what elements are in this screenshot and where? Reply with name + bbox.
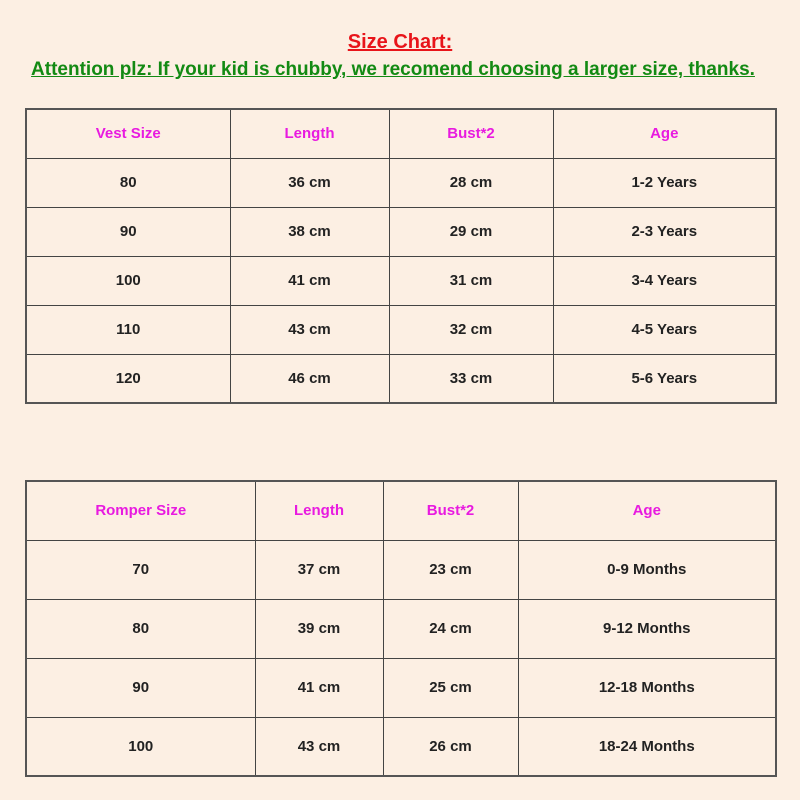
- romper-table-body: [26, 481, 776, 776]
- vest-table-row: [26, 256, 776, 305]
- romper-table-cell: 80: [26, 599, 255, 658]
- romper-table-cell: 39 cm: [255, 599, 383, 658]
- vest-table-cell: 5-6 Years: [553, 354, 776, 403]
- romper-table-cell: 43 cm: [255, 717, 383, 776]
- chubby-kid-notice: Attention plz: If your kid is chubby, we recomend choosing a larger size, thanks.: [31, 59, 755, 80]
- size-chart-title: Size Chart:: [347, 31, 453, 53]
- vest-table-cell: 46 cm: [230, 354, 389, 403]
- romper-table-cell: 24 cm: [383, 599, 518, 658]
- vest-table-row: [26, 305, 776, 354]
- vest-table-cell: 3-4 Years: [553, 256, 776, 305]
- vest-table-cell: 4-5 Years: [553, 305, 776, 354]
- vest-table-cell: 80: [26, 158, 230, 207]
- romper-table-cell: 41 cm: [255, 658, 383, 717]
- romper-table-cell: 18-24 Months: [518, 717, 776, 776]
- romper-header-row: [26, 481, 776, 540]
- vest-column-header: Length: [230, 109, 389, 158]
- vest-table-cell: 31 cm: [389, 256, 553, 305]
- romper-table-cell: 0-9 Months: [518, 540, 776, 599]
- vest-table-cell: 90: [26, 207, 230, 256]
- vest-table-cell: 28 cm: [389, 158, 553, 207]
- romper-table-row: [26, 717, 776, 776]
- vest-table-cell: 43 cm: [230, 305, 389, 354]
- vest-column-header: Age: [553, 109, 776, 158]
- vest-table-cell: 29 cm: [389, 207, 553, 256]
- vest-column-header: Bust*2: [389, 109, 553, 158]
- vest-table-body: [26, 109, 776, 403]
- vest-table-row: [26, 158, 776, 207]
- romper-table-cell: 23 cm: [383, 540, 518, 599]
- romper-table-cell: 9-12 Months: [518, 599, 776, 658]
- vest-table-cell: 100: [26, 256, 230, 305]
- romper-table-cell: 90: [26, 658, 255, 717]
- vest-table-cell: 120: [26, 354, 230, 403]
- romper-column-header: Age: [518, 481, 776, 540]
- romper-size-table: [25, 480, 777, 777]
- vest-table-cell: 33 cm: [389, 354, 553, 403]
- romper-table-cell: 26 cm: [383, 717, 518, 776]
- romper-column-header: Length: [255, 481, 383, 540]
- vest-table-row: [26, 207, 776, 256]
- vest-table-cell: 32 cm: [389, 305, 553, 354]
- vest-size-table: [25, 108, 777, 404]
- vest-table-cell: 2-3 Years: [553, 207, 776, 256]
- romper-table-row: [26, 540, 776, 599]
- romper-table-row: [26, 658, 776, 717]
- vest-column-header: Vest Size: [26, 109, 230, 158]
- vest-header-row: [26, 109, 776, 158]
- romper-table-cell: 100: [26, 717, 255, 776]
- vest-table-cell: 36 cm: [230, 158, 389, 207]
- romper-table-cell: 25 cm: [383, 658, 518, 717]
- vest-table-cell: 41 cm: [230, 256, 389, 305]
- romper-table-row: [26, 599, 776, 658]
- vest-table-cell: 110: [26, 305, 230, 354]
- romper-column-header: Bust*2: [383, 481, 518, 540]
- romper-table-cell: 12-18 Months: [518, 658, 776, 717]
- vest-table-cell: 1-2 Years: [553, 158, 776, 207]
- romper-table-cell: 70: [26, 540, 255, 599]
- romper-column-header: Romper Size: [26, 481, 255, 540]
- vest-table-cell: 38 cm: [230, 207, 389, 256]
- vest-table-row: [26, 354, 776, 403]
- romper-table-cell: 37 cm: [255, 540, 383, 599]
